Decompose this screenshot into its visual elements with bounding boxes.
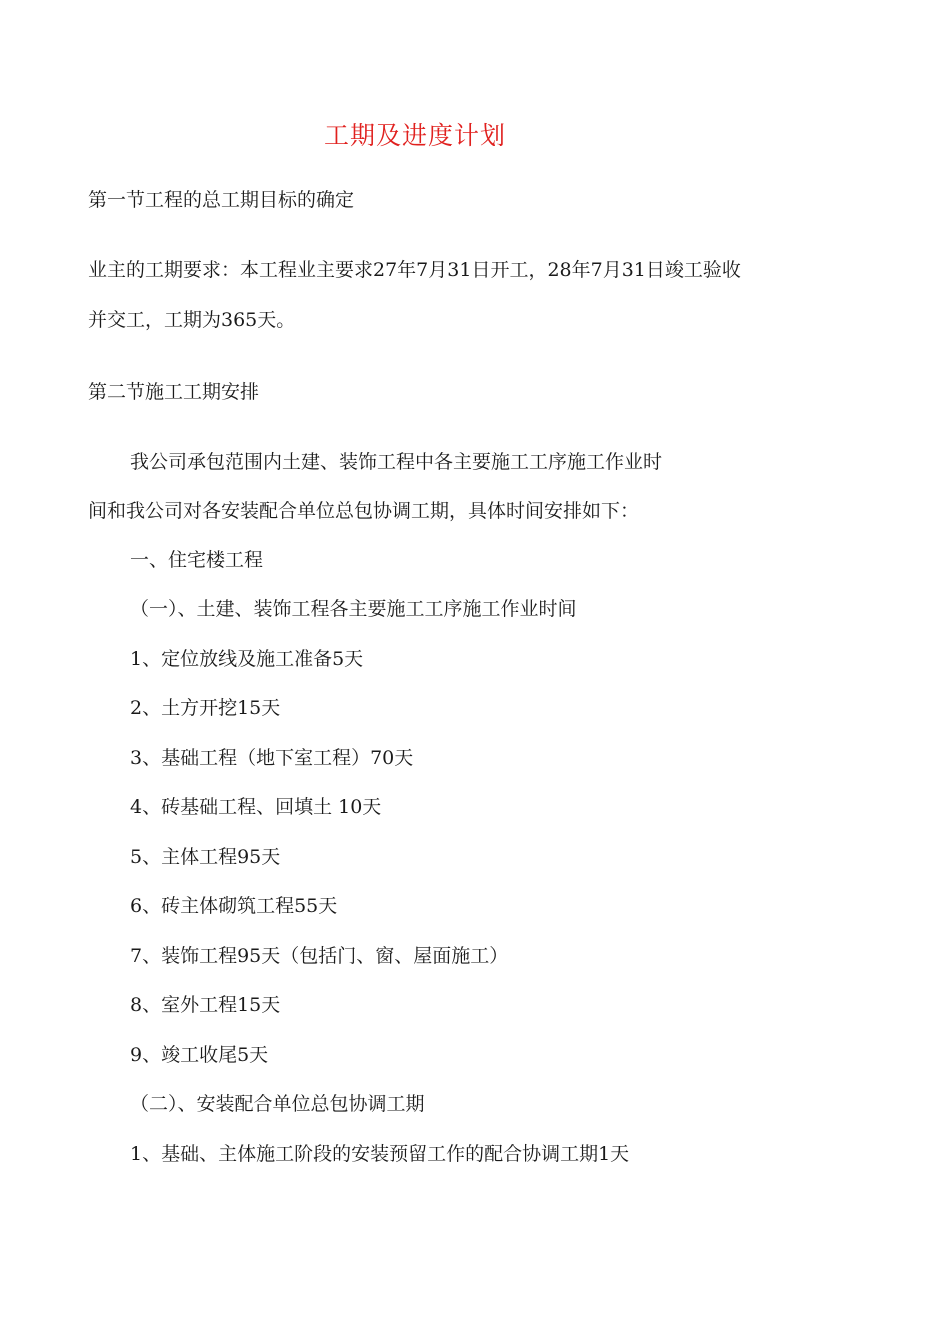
list-item: 1、定位放线及施工准备5天 bbox=[130, 648, 364, 670]
section2-intro-line1: 我公司承包范围内土建、装饰工程中各主要施工工序施工作业时 bbox=[130, 451, 663, 473]
list-item: 7、装饰工程95天（包括门、窗、屋面施工） bbox=[130, 945, 509, 967]
section1-heading: 第一节工程的总工期目标的确定 bbox=[88, 189, 355, 211]
list-item: 2、土方开挖15天 bbox=[130, 697, 281, 719]
section2-intro-line2: 间和我公司对各安装配合单位总包协调工期，具体时间安排如下： bbox=[88, 500, 640, 522]
list-item: 5、主体工程95天 bbox=[130, 846, 281, 868]
part1-heading: 一、住宅楼工程 bbox=[130, 549, 264, 571]
section1-paragraph-line2: 并交工，工期为365天。 bbox=[88, 309, 296, 331]
section2-heading: 第二节施工工期安排 bbox=[88, 381, 260, 403]
subsection2-heading: （二）、安装配合单位总包协调工期 bbox=[130, 1093, 425, 1115]
list-item: 3、基础工程（地下室工程）70天 bbox=[130, 747, 414, 769]
list-item: 4、砖基础工程、回填土 10天 bbox=[130, 796, 382, 818]
subsection1-heading: （一）、土建、装饰工程各主要施工工序施工作业时间 bbox=[130, 598, 577, 620]
document-title: 工期及进度计划 bbox=[323, 121, 506, 150]
list-item: 6、砖主体砌筑工程55天 bbox=[130, 895, 338, 917]
section1-paragraph-line1: 业主的工期要求：本工程业主要求27年7月31日开工，28年7月31日竣工验收 bbox=[88, 259, 741, 281]
list-item: 9、竣工收尾5天 bbox=[130, 1044, 269, 1066]
list-item: 8、室外工程15天 bbox=[130, 994, 281, 1016]
list-item: 1、基础、主体施工阶段的安装预留工作的配合协调工期1天 bbox=[130, 1143, 630, 1165]
